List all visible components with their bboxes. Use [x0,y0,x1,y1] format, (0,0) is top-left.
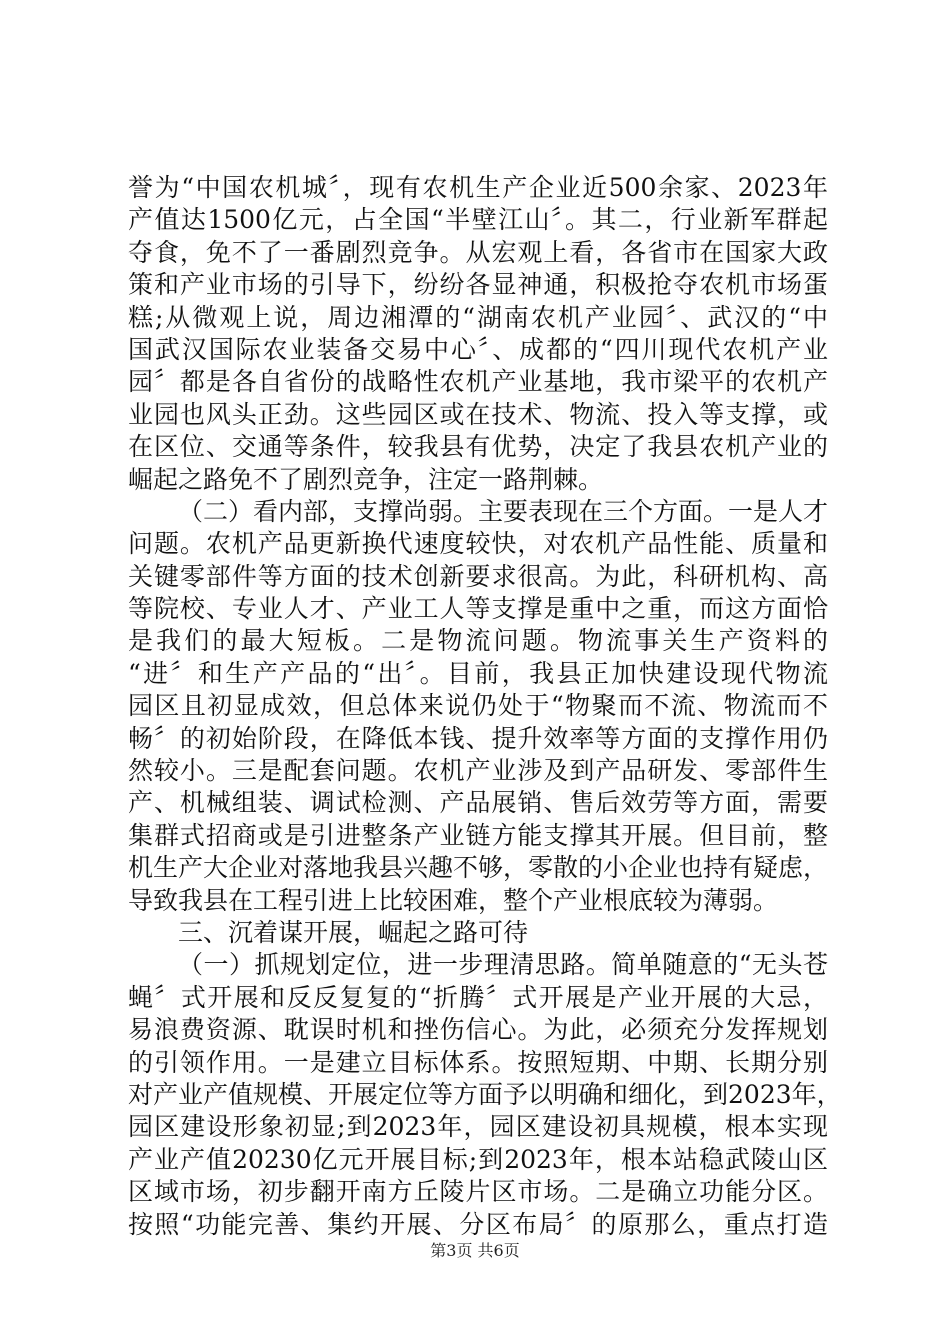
body-line: 然较小。三是配套问题。农机产业涉及到产品研发、零部件生 [128,756,828,786]
body-line: 园区建设形象初显;到2023年，园区建设初具规模，根本实现 [128,1112,828,1142]
body-line: 是我们的最大短板。二是物流问题。物流事关生产资料的 [128,626,828,656]
body-line: 等院校、专业人才、产业工人等支撑是重中之重，而这方面恰 [128,594,828,624]
body-line: 园区且初显成效，但总体来说仍处于“物聚而不流、物流而不 [128,691,828,721]
body-line: 对产业产值规模、开展定位等方面予以明确和细化，到2023年， [128,1079,842,1109]
body-line: 易浪费资源、耽误时机和挫伤信心。为此，必须充分发挥规划 [128,1015,828,1045]
body-line: 崛起之路免不了剧烈竞争，注定一路荆棘。 [128,464,604,494]
body-line: 业园也风头正劲。这些园区或在技术、物流、投入等支撑，或 [128,399,828,429]
body-line: 誉为“中国农机城〞，现有农机生产企业近500余家、2023年 [128,173,828,202]
body-line: 导致我县在工程引进上比较困难，整个产业根底较为薄弱。 [128,885,779,915]
body-line: 机生产大企业对落地我县兴趣不够，零散的小企业也持有疑虑， [128,853,829,883]
body-line: 糕;从微观上说，周边湘潭的“湖南农机产业园〞、武汉的“中 [128,302,828,332]
body-line: 夺食，免不了一番剧烈竞争。从宏观上看，各省市在国家大政 [128,237,828,267]
body-line: 区域市场，初步翻开南方丘陵片区市场。二是确立功能分区。 [128,1177,828,1207]
body-line: 关键零部件等方面的技术创新要求很高。为此，科研机构、高 [128,561,828,591]
paragraph-heading-line: （一）抓规划定位，进一步理清思路。简单随意的“无头苍 [178,950,828,980]
body-line: 的引领作用。一是建立目标体系。按照短期、中期、长期分别 [128,1047,828,1077]
body-line: 集群式招商或是引进整条产业链方能支撑其开展。但目前，整 [128,820,828,850]
body-line: 蝇〞式开展和反反复复的“折腾〞式开展是产业开展的大忌， [128,982,828,1012]
body-line: 园〞都是各自省份的战略性农机产业基地，我市梁平的农机产 [128,367,828,397]
body-line: 按照“功能完善、集约开展、分区布局〞的原那么，重点打造 [128,1209,828,1239]
paragraph-heading-line: （二）看内部，支撑尚弱。主要表现在三个方面。一是人才 [178,496,829,526]
body-line: 产值达1500亿元，占全国“半壁江山〞。其二，行业新军群起 [128,205,828,235]
body-line: 策和产业市场的引导下，纷纷各显神通，积极抢夺农机市场蛋 [128,270,828,300]
document-body [128,172,842,1241]
body-line: 产、机械组装、调试检测、产品展销、售后效劳等方面，需要 [128,788,828,818]
body-line: 畅〞的初始阶段，在降低本钱、提升效率等方面的支撑作用仍 [128,723,828,753]
body-line: 国武汉国际农业装备交易中心〞、成都的“四川现代农机产业 [128,334,828,364]
section-heading: 三、沉着谋开展，崛起之路可待 [178,917,529,947]
page-number: 第3页 共6页 [430,1241,520,1260]
body-line: 产业产值20230亿元开展目标;到2023年，根本站稳武陵山区 [128,1144,828,1174]
body-line: 问题。农机产品更新换代速度较快，对农机产品性能、质量和 [128,529,828,559]
body-line: 在区位、交通等条件，较我县有优势，决定了我县农机产业的 [128,432,828,462]
body-line: “进〞和生产产品的“出〞。目前，我县正加快建设现代物流 [128,658,828,688]
